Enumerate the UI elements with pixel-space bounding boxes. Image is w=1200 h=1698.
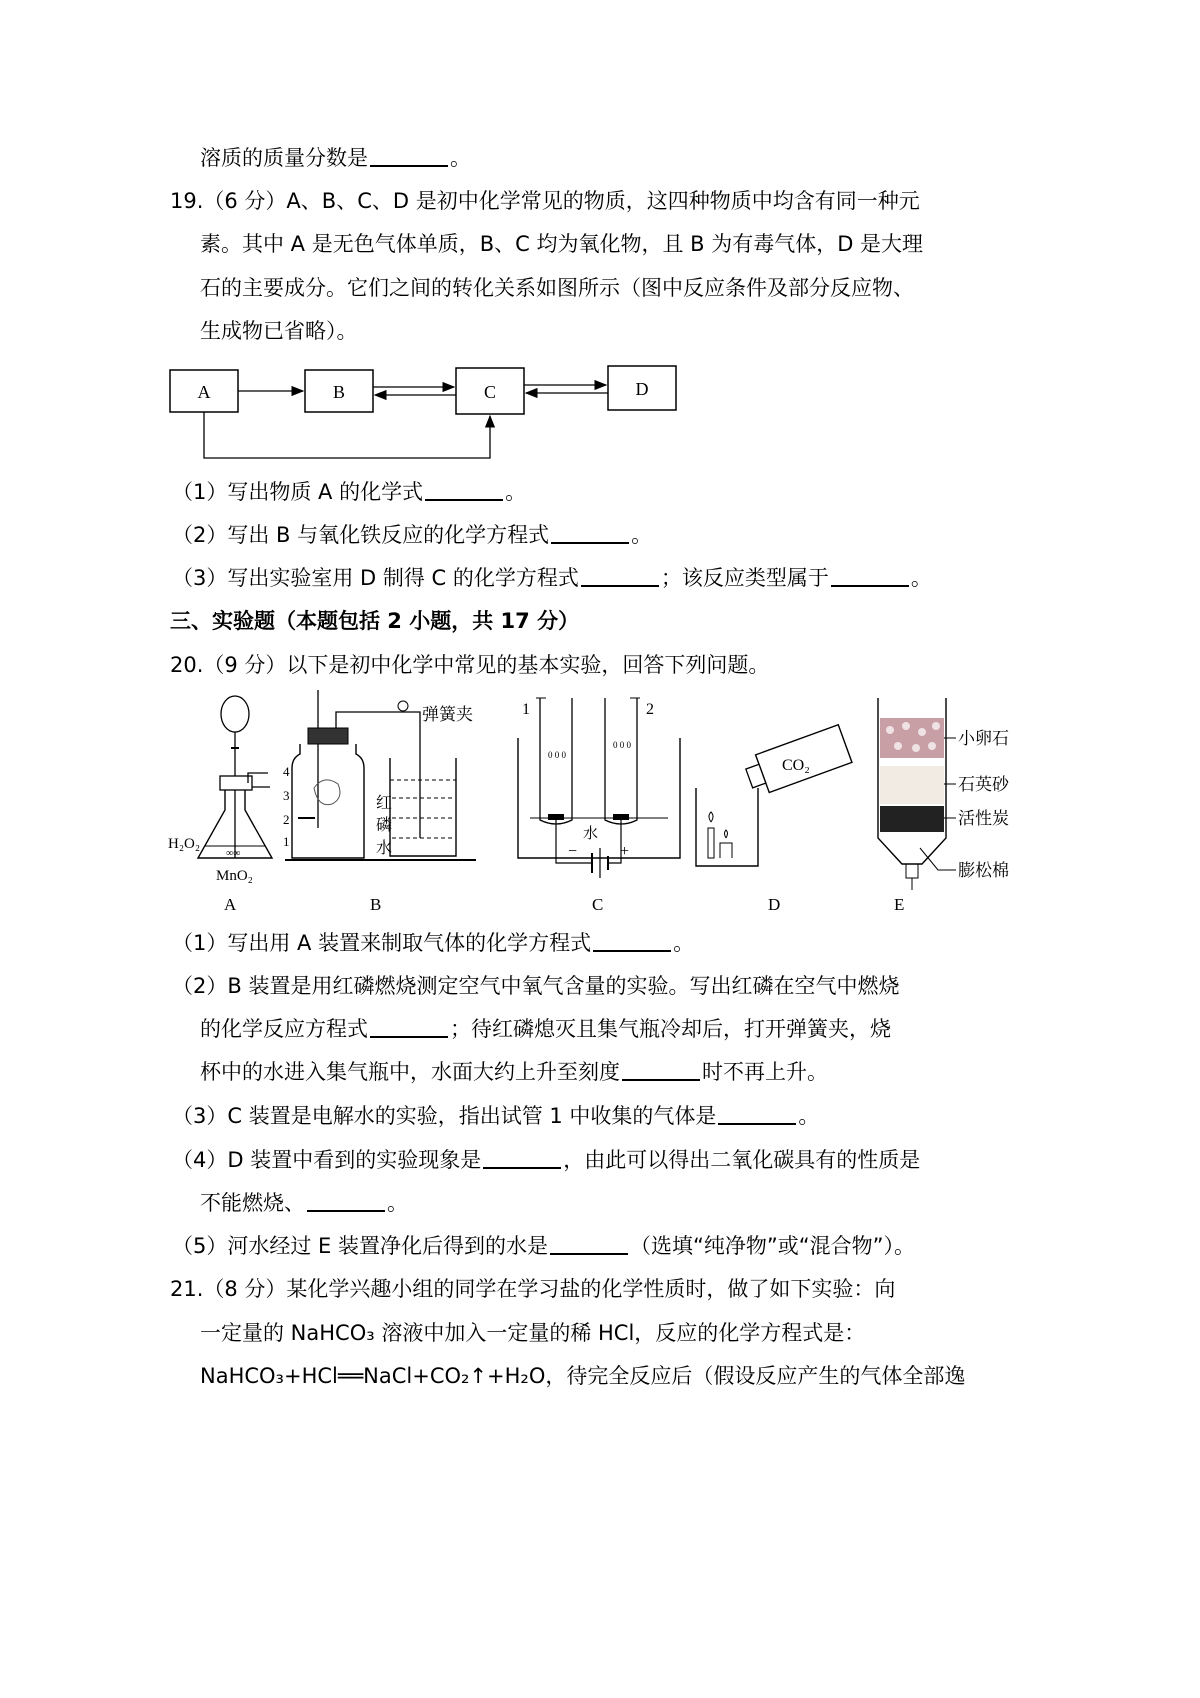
q20-sub-3: （3）C 装置是电解水的实验，指出试管 1 中收集的气体是 。: [172, 1104, 820, 1128]
b-side-phosphorus: 磷: [376, 815, 393, 834]
minus-label: −: [568, 843, 578, 860]
label-a: A: [197, 382, 211, 402]
q20-sub-4-line-1: （4）D 装置中看到的实验现象是 ，由此可以得出二氧化碳具有的性质是: [172, 1148, 921, 1172]
q20-sub-2-line-3: 杯中的水进入集气瓶中，水面大约上升至刻度 时不再上升。: [200, 1060, 828, 1084]
svg-text:0 0 0: 0 0 0: [613, 740, 631, 750]
q21-line-1: 21.（8 分）某化学兴趣小组的同学在学习盐的化学性质时，做了如下实验：向: [170, 1277, 896, 1301]
q19-conversion-diagram: [160, 360, 700, 470]
q21-line-3: NaHCO₃+HCl══NaCl+CO₂↑+H₂O，待完全反应后（假设反应产生的气体全部逸: [200, 1364, 966, 1388]
h2o2-label: H₂O₂: [168, 836, 201, 852]
answer-blank[interactable]: [307, 1190, 385, 1212]
mno2-label: MnO₂: [216, 868, 253, 884]
svg-text:∞∞: ∞∞: [226, 848, 241, 859]
carbon-label: 活性炭: [958, 809, 1009, 829]
q21-line-2: 一定量的 NaHCO₃ 溶液中加入一定量的稀 HCl，反应的化学方程式是：: [200, 1321, 866, 1345]
q19-line-2: 素。其中 A 是无色气体单质，B、C 均为氧化物，且 B 为有毒气体，D 是大理: [200, 232, 924, 256]
answer-blank[interactable]: [551, 522, 629, 544]
q20-sub-1: （1）写出用 A 装置来制取气体的化学方程式 。: [172, 931, 695, 955]
apparatus-e: [878, 698, 956, 890]
tube-2-label: 2: [646, 701, 654, 718]
apparatus-c: [518, 698, 680, 878]
answer-blank[interactable]: [370, 145, 448, 167]
q18-tail: 溶质的质量分数是 。: [200, 146, 471, 170]
cotton-label: 膨松棉: [958, 861, 1009, 881]
scale-2: 2: [283, 812, 290, 827]
scale-4: 4: [283, 764, 290, 779]
q19-line-1: 19.（6 分）A、B、C、D 是初中化学常见的物质，这四种物质中均含有同一种元: [170, 189, 920, 213]
co2-label: CO₂: [782, 757, 810, 774]
q19-sub-3: （3）写出实验室用 D 制得 C 的化学方程式 ；该反应类型属于 。: [172, 566, 932, 590]
q19-sub-1: （1）写出物质 A 的化学式 。: [172, 480, 527, 504]
caption-b: B: [370, 895, 382, 914]
q20-sub-5: （5）河水经过 E 装置净化后得到的水是 （选填“纯净物”或“混合物”）。: [172, 1234, 916, 1258]
b-side-red: 红: [376, 793, 393, 812]
answer-blank[interactable]: [581, 565, 659, 587]
answer-blank[interactable]: [593, 930, 671, 952]
label-c: C: [483, 382, 497, 402]
caption-c: C: [592, 895, 604, 914]
q20-intro: 20.（9 分）以下是初中化学中常见的基本实验，回答下列问题。: [170, 653, 770, 677]
plus-label: +: [620, 843, 630, 860]
caption-d: D: [768, 895, 781, 914]
answer-blank[interactable]: [550, 1233, 628, 1255]
q20-sub-2-line-2: 的化学反应方程式 ；待红磷熄灭且集气瓶冷却后，打开弹簧夹，烧: [200, 1017, 891, 1041]
quartz-label: 石英砂: [958, 775, 1009, 795]
apparatus-a: [198, 696, 272, 859]
q20-sub-2-line-1: （2）B 装置是用红磷燃烧测定空气中氧气含量的实验。写出红磷在空气中燃烧: [172, 974, 900, 998]
scale-1: 1: [283, 834, 290, 849]
scale-3: 3: [283, 788, 290, 803]
answer-blank[interactable]: [425, 479, 503, 501]
water-label: 水: [583, 824, 599, 842]
q19-sub-2: （2）写出 B 与氧化铁反应的化学方程式 。: [172, 523, 653, 547]
q20-apparatus-figure: [160, 688, 1040, 923]
answer-blank[interactable]: [370, 1016, 448, 1038]
pebble-label: 小卵石: [958, 729, 1009, 749]
q20-sub-4-line-2: 不能燃烧、 。: [200, 1191, 408, 1215]
q19-line-3: 石的主要成分。它们之间的转化关系如图所示（图中反应条件及部分反应物、: [200, 276, 914, 300]
section-heading: 三、实验题（本题包括 2 小题，共 17 分）: [170, 609, 580, 633]
answer-blank[interactable]: [718, 1103, 796, 1125]
answer-blank[interactable]: [483, 1147, 561, 1169]
caption-e: E: [894, 895, 905, 914]
answer-blank[interactable]: [622, 1059, 700, 1081]
spring-clip-label: 弹簧夹: [422, 705, 473, 725]
svg-text:0 0 0: 0 0 0: [548, 750, 566, 760]
label-d: D: [635, 379, 649, 399]
answer-blank[interactable]: [831, 565, 909, 587]
apparatus-d: [696, 725, 852, 866]
tube-1-label: 1: [522, 701, 530, 718]
caption-a: A: [224, 895, 237, 914]
b-side-water: 水: [376, 838, 393, 857]
q19-line-4: 生成物已省略）。: [200, 319, 358, 343]
label-b: B: [332, 382, 346, 402]
